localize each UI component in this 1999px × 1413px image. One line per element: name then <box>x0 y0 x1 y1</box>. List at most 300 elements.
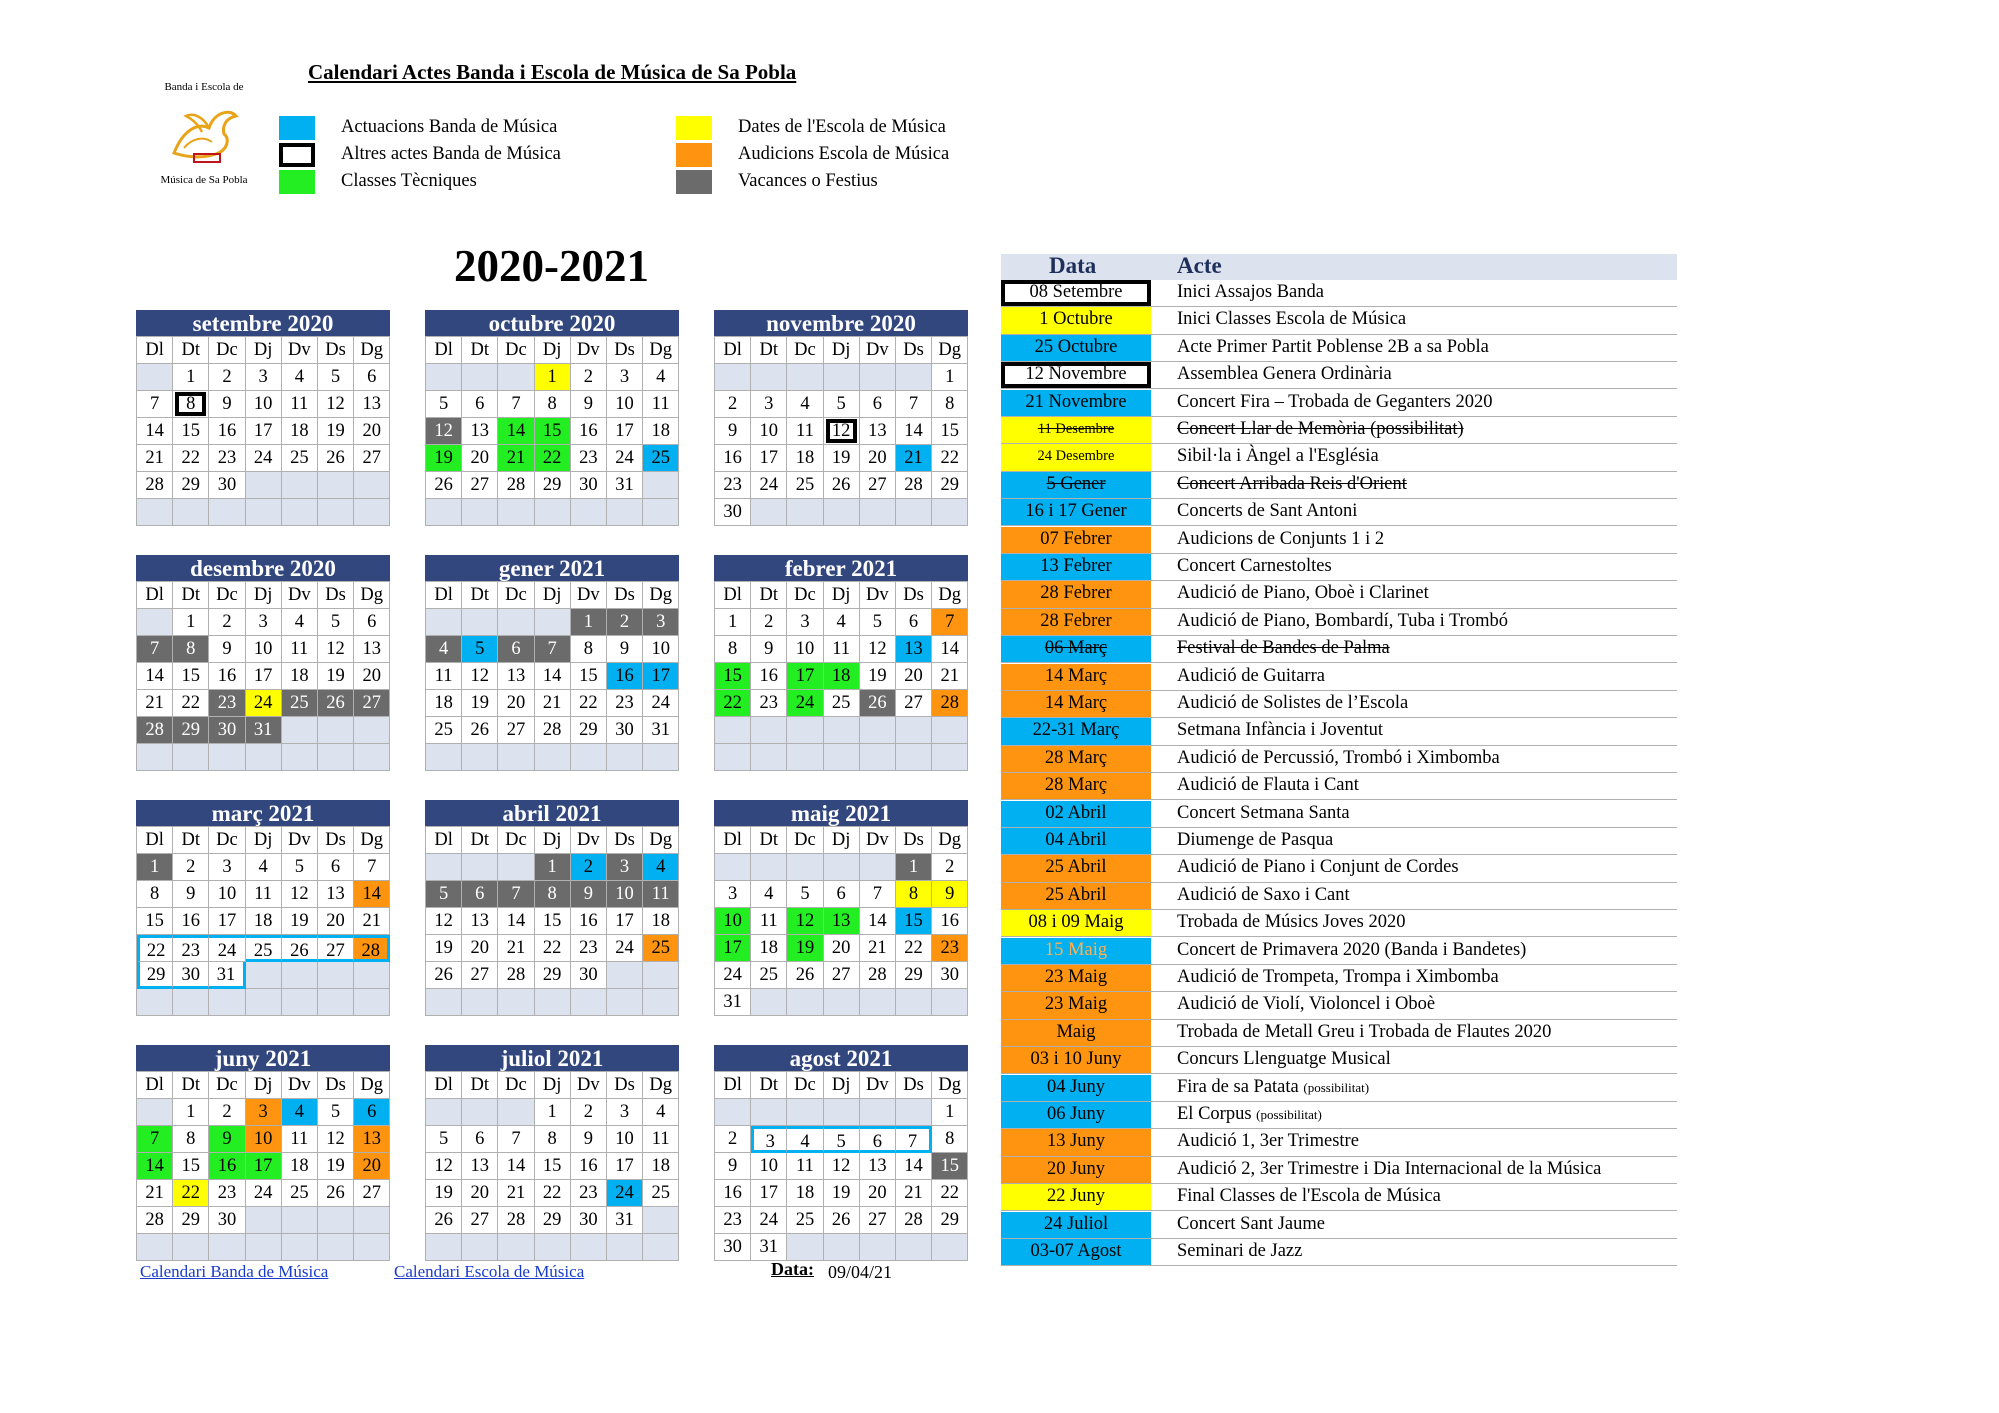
calendar-day[interactable]: 16 <box>173 908 209 935</box>
calendar-day[interactable]: 23 <box>209 690 245 717</box>
calendar-day[interactable]: 26 <box>426 1207 462 1234</box>
calendar-day[interactable]: 21 <box>896 445 932 472</box>
calendar-day[interactable]: 23 <box>571 1180 607 1207</box>
calendar-day[interactable]: 19 <box>426 1180 462 1207</box>
calendar-day[interactable]: 2 <box>751 609 787 636</box>
calendar-day[interactable]: 6 <box>462 391 498 418</box>
calendar-day[interactable]: 20 <box>318 908 354 935</box>
calendar-day[interactable]: 25 <box>643 935 679 962</box>
calendar-day[interactable]: 20 <box>354 663 390 690</box>
calendar-day[interactable]: 9 <box>173 881 209 908</box>
calendar-day[interactable]: 14 <box>932 636 968 663</box>
calendar-day[interactable]: 25 <box>282 690 318 717</box>
calendar-day[interactable]: 9 <box>571 391 607 418</box>
calendar-day[interactable]: 29 <box>173 1207 209 1234</box>
calendar-day[interactable]: 3 <box>246 609 282 636</box>
calendar-day[interactable]: 6 <box>860 1126 896 1153</box>
calendar-day[interactable]: 15 <box>715 663 751 690</box>
calendar-day[interactable]: 30 <box>932 962 968 989</box>
calendar-day[interactable]: 14 <box>137 418 173 445</box>
calendar-day[interactable]: 12 <box>824 418 860 445</box>
calendar-day[interactable]: 9 <box>932 881 968 908</box>
calendar-day[interactable]: 29 <box>932 472 968 499</box>
calendar-day[interactable]: 5 <box>318 609 354 636</box>
calendar-day[interactable]: 26 <box>282 935 318 962</box>
calendar-day[interactable]: 25 <box>824 690 860 717</box>
calendar-day[interactable]: 17 <box>607 418 643 445</box>
calendar-day[interactable]: 14 <box>137 1153 173 1180</box>
calendar-day[interactable]: 15 <box>137 908 173 935</box>
calendar-day[interactable]: 15 <box>535 908 571 935</box>
calendar-day[interactable]: 29 <box>932 1207 968 1234</box>
calendar-day[interactable]: 7 <box>932 609 968 636</box>
calendar-day[interactable]: 26 <box>824 472 860 499</box>
calendar-day[interactable]: 7 <box>498 881 534 908</box>
calendar-day[interactable]: 7 <box>498 391 534 418</box>
calendar-day[interactable]: 28 <box>137 717 173 744</box>
calendar-day[interactable]: 8 <box>173 1126 209 1153</box>
calendar-day[interactable]: 1 <box>932 1099 968 1126</box>
calendar-day[interactable]: 18 <box>282 1153 318 1180</box>
calendar-day[interactable]: 27 <box>354 690 390 717</box>
calendar-day[interactable]: 19 <box>426 935 462 962</box>
calendar-day[interactable]: 14 <box>137 663 173 690</box>
calendar-day[interactable]: 16 <box>751 663 787 690</box>
calendar-day[interactable]: 2 <box>607 609 643 636</box>
calendar-day[interactable]: 13 <box>354 1126 390 1153</box>
calendar-day[interactable]: 5 <box>426 391 462 418</box>
calendar-day[interactable]: 10 <box>715 908 751 935</box>
calendar-day[interactable]: 3 <box>246 364 282 391</box>
calendar-day[interactable]: 18 <box>643 1153 679 1180</box>
calendar-day[interactable]: 17 <box>246 1153 282 1180</box>
calendar-day[interactable]: 11 <box>282 1126 318 1153</box>
calendar-day[interactable]: 28 <box>137 472 173 499</box>
calendar-day[interactable]: 20 <box>462 1180 498 1207</box>
calendar-day[interactable]: 12 <box>282 881 318 908</box>
calendar-day[interactable]: 4 <box>787 1126 823 1153</box>
calendar-day[interactable]: 3 <box>246 1099 282 1126</box>
calendar-day[interactable]: 22 <box>932 445 968 472</box>
calendar-day[interactable]: 31 <box>751 1234 787 1261</box>
calendar-day[interactable]: 1 <box>173 364 209 391</box>
calendar-day[interactable]: 3 <box>715 881 751 908</box>
calendar-day[interactable]: 8 <box>173 636 209 663</box>
calendar-day[interactable]: 26 <box>426 472 462 499</box>
calendar-day[interactable]: 22 <box>137 935 173 962</box>
calendar-day[interactable]: 6 <box>860 391 896 418</box>
calendar-day[interactable]: 27 <box>498 717 534 744</box>
calendar-day[interactable]: 13 <box>860 1153 896 1180</box>
calendar-day[interactable]: 28 <box>896 1207 932 1234</box>
calendar-day[interactable]: 4 <box>246 854 282 881</box>
calendar-day[interactable]: 17 <box>643 663 679 690</box>
calendar-day[interactable]: 14 <box>896 1153 932 1180</box>
calendar-day[interactable]: 24 <box>643 690 679 717</box>
calendar-day[interactable]: 26 <box>824 1207 860 1234</box>
calendar-day[interactable]: 28 <box>137 1207 173 1234</box>
calendar-day[interactable]: 22 <box>932 1180 968 1207</box>
calendar-day[interactable]: 16 <box>715 445 751 472</box>
calendar-day[interactable]: 3 <box>209 854 245 881</box>
calendar-day[interactable]: 11 <box>643 391 679 418</box>
calendar-day[interactable]: 10 <box>209 881 245 908</box>
calendar-day[interactable]: 6 <box>354 609 390 636</box>
calendar-day[interactable]: 1 <box>173 609 209 636</box>
calendar-day[interactable]: 16 <box>571 908 607 935</box>
calendar-day[interactable]: 4 <box>643 854 679 881</box>
calendar-day[interactable]: 4 <box>282 364 318 391</box>
calendar-day[interactable]: 7 <box>354 854 390 881</box>
calendar-day[interactable]: 31 <box>643 717 679 744</box>
calendar-day[interactable]: 22 <box>173 445 209 472</box>
calendar-day[interactable]: 17 <box>751 445 787 472</box>
calendar-day[interactable]: 6 <box>824 881 860 908</box>
calendar-day[interactable]: 2 <box>209 364 245 391</box>
calendar-day[interactable]: 13 <box>498 663 534 690</box>
calendar-day[interactable]: 31 <box>209 962 245 989</box>
calendar-day[interactable]: 30 <box>571 962 607 989</box>
calendar-day[interactable]: 3 <box>751 391 787 418</box>
calendar-day[interactable]: 18 <box>246 908 282 935</box>
calendar-day[interactable]: 13 <box>860 418 896 445</box>
calendar-day[interactable]: 12 <box>426 418 462 445</box>
calendar-day[interactable]: 30 <box>209 472 245 499</box>
calendar-day[interactable]: 23 <box>571 445 607 472</box>
calendar-day[interactable]: 2 <box>932 854 968 881</box>
calendar-day[interactable]: 2 <box>715 1126 751 1153</box>
calendar-day[interactable]: 28 <box>896 472 932 499</box>
calendar-day[interactable]: 27 <box>824 962 860 989</box>
calendar-day[interactable]: 1 <box>535 364 571 391</box>
calendar-day[interactable]: 25 <box>787 472 823 499</box>
calendar-day[interactable]: 16 <box>571 1153 607 1180</box>
calendar-day[interactable]: 8 <box>571 636 607 663</box>
calendar-day[interactable]: 18 <box>751 935 787 962</box>
calendar-day[interactable]: 13 <box>462 418 498 445</box>
calendar-day[interactable]: 17 <box>607 908 643 935</box>
calendar-day[interactable]: 23 <box>932 935 968 962</box>
calendar-day[interactable]: 10 <box>787 636 823 663</box>
calendar-day[interactable]: 25 <box>643 1180 679 1207</box>
calendar-day[interactable]: 12 <box>824 1153 860 1180</box>
calendar-day[interactable]: 18 <box>643 908 679 935</box>
calendar-day[interactable]: 18 <box>824 663 860 690</box>
calendar-day[interactable]: 9 <box>571 881 607 908</box>
calendar-day[interactable]: 21 <box>498 1180 534 1207</box>
calendar-day[interactable]: 19 <box>462 690 498 717</box>
calendar-day[interactable]: 7 <box>535 636 571 663</box>
calendar-day[interactable]: 16 <box>607 663 643 690</box>
calendar-day[interactable]: 7 <box>896 1126 932 1153</box>
calendar-day[interactable]: 11 <box>282 636 318 663</box>
calendar-day[interactable]: 15 <box>173 418 209 445</box>
calendar-day[interactable]: 25 <box>282 1180 318 1207</box>
calendar-day[interactable]: 3 <box>607 854 643 881</box>
calendar-day[interactable]: 1 <box>137 854 173 881</box>
calendar-day[interactable]: 28 <box>354 935 390 962</box>
calendar-day[interactable]: 6 <box>462 1126 498 1153</box>
calendar-day[interactable]: 9 <box>715 1153 751 1180</box>
calendar-day[interactable]: 2 <box>571 364 607 391</box>
calendar-day[interactable]: 23 <box>209 445 245 472</box>
calendar-day[interactable]: 4 <box>282 609 318 636</box>
calendar-day[interactable]: 29 <box>173 472 209 499</box>
calendar-day[interactable]: 19 <box>860 663 896 690</box>
calendar-day[interactable]: 30 <box>607 717 643 744</box>
calendar-day[interactable]: 10 <box>607 1126 643 1153</box>
calendar-day[interactable]: 30 <box>209 1207 245 1234</box>
calendar-day[interactable]: 8 <box>535 881 571 908</box>
calendar-day[interactable]: 19 <box>282 908 318 935</box>
calendar-day[interactable]: 3 <box>751 1126 787 1153</box>
calendar-day[interactable]: 30 <box>571 472 607 499</box>
calendar-day[interactable]: 26 <box>787 962 823 989</box>
calendar-day[interactable]: 4 <box>426 636 462 663</box>
calendar-day[interactable]: 30 <box>715 499 751 526</box>
calendar-day[interactable]: 17 <box>787 663 823 690</box>
calendar-day[interactable]: 21 <box>498 935 534 962</box>
calendar-day[interactable]: 1 <box>535 1099 571 1126</box>
calendar-day[interactable]: 19 <box>318 418 354 445</box>
calendar-day[interactable]: 5 <box>282 854 318 881</box>
calendar-day[interactable]: 18 <box>643 418 679 445</box>
calendar-day[interactable]: 7 <box>137 391 173 418</box>
calendar-day[interactable]: 13 <box>824 908 860 935</box>
calendar-day[interactable]: 3 <box>607 364 643 391</box>
calendar-day[interactable]: 27 <box>354 1180 390 1207</box>
calendar-day[interactable]: 3 <box>643 609 679 636</box>
calendar-day[interactable]: 9 <box>209 1126 245 1153</box>
calendar-day[interactable]: 2 <box>715 391 751 418</box>
calendar-day[interactable]: 22 <box>173 690 209 717</box>
calendar-day[interactable]: 27 <box>462 472 498 499</box>
calendar-day[interactable]: 1 <box>896 854 932 881</box>
calendar-day[interactable]: 8 <box>535 391 571 418</box>
calendar-day[interactable]: 9 <box>209 391 245 418</box>
calendar-day[interactable]: 9 <box>571 1126 607 1153</box>
calendar-day[interactable]: 11 <box>246 881 282 908</box>
calendar-day[interactable]: 15 <box>932 1153 968 1180</box>
calendar-day[interactable]: 9 <box>209 636 245 663</box>
calendar-day[interactable]: 27 <box>354 445 390 472</box>
calendar-day[interactable]: 24 <box>246 690 282 717</box>
calendar-day[interactable]: 23 <box>751 690 787 717</box>
calendar-day[interactable]: 8 <box>896 881 932 908</box>
calendar-day[interactable]: 27 <box>318 935 354 962</box>
calendar-day[interactable]: 30 <box>209 717 245 744</box>
calendar-day[interactable]: 26 <box>318 445 354 472</box>
calendar-day[interactable]: 28 <box>498 1207 534 1234</box>
calendar-day[interactable]: 18 <box>282 663 318 690</box>
calendar-day[interactable]: 10 <box>643 636 679 663</box>
calendar-day[interactable]: 11 <box>643 881 679 908</box>
calendar-day[interactable]: 7 <box>860 881 896 908</box>
calendar-day[interactable]: 29 <box>571 717 607 744</box>
calendar-day[interactable]: 9 <box>751 636 787 663</box>
calendar-day[interactable]: 22 <box>535 1180 571 1207</box>
calendar-day[interactable]: 24 <box>715 962 751 989</box>
calendar-day[interactable]: 25 <box>643 445 679 472</box>
calendar-day[interactable]: 5 <box>860 609 896 636</box>
calendar-day[interactable]: 24 <box>607 445 643 472</box>
calendar-day[interactable]: 10 <box>607 391 643 418</box>
calendar-day[interactable]: 25 <box>426 717 462 744</box>
calendar-day[interactable]: 7 <box>498 1126 534 1153</box>
calendar-day[interactable]: 14 <box>498 418 534 445</box>
calendar-day[interactable]: 29 <box>535 962 571 989</box>
calendar-day[interactable]: 29 <box>137 962 173 989</box>
calendar-day[interactable]: 28 <box>498 472 534 499</box>
calendar-day[interactable]: 30 <box>173 962 209 989</box>
calendar-day[interactable]: 8 <box>137 881 173 908</box>
calendar-day[interactable]: 15 <box>535 418 571 445</box>
calendar-day[interactable]: 26 <box>318 690 354 717</box>
calendar-day[interactable]: 20 <box>860 1180 896 1207</box>
calendar-day[interactable]: 11 <box>824 636 860 663</box>
band-calendar-link[interactable] <box>140 1262 328 1282</box>
calendar-day[interactable]: 21 <box>896 1180 932 1207</box>
calendar-day[interactable]: 10 <box>246 636 282 663</box>
calendar-day[interactable]: 19 <box>824 1180 860 1207</box>
calendar-day[interactable]: 24 <box>787 690 823 717</box>
calendar-day[interactable]: 8 <box>173 391 209 418</box>
calendar-day[interactable]: 5 <box>824 1126 860 1153</box>
calendar-day[interactable]: 27 <box>896 690 932 717</box>
calendar-day[interactable]: 9 <box>715 418 751 445</box>
calendar-day[interactable]: 20 <box>354 1153 390 1180</box>
calendar-day[interactable]: 23 <box>607 690 643 717</box>
calendar-day[interactable]: 15 <box>173 1153 209 1180</box>
calendar-day[interactable]: 15 <box>896 908 932 935</box>
calendar-day[interactable]: 15 <box>173 663 209 690</box>
calendar-day[interactable]: 24 <box>209 935 245 962</box>
calendar-day[interactable]: 20 <box>896 663 932 690</box>
calendar-day[interactable]: 22 <box>715 690 751 717</box>
calendar-day[interactable]: 16 <box>932 908 968 935</box>
calendar-day[interactable]: 5 <box>318 364 354 391</box>
calendar-day[interactable]: 6 <box>462 881 498 908</box>
calendar-day[interactable]: 29 <box>535 472 571 499</box>
calendar-day[interactable]: 29 <box>535 1207 571 1234</box>
calendar-day[interactable]: 5 <box>824 391 860 418</box>
calendar-day[interactable]: 8 <box>932 1126 968 1153</box>
calendar-day[interactable]: 8 <box>535 1126 571 1153</box>
calendar-day[interactable]: 22 <box>173 1180 209 1207</box>
calendar-day[interactable]: 12 <box>426 1153 462 1180</box>
calendar-day[interactable]: 20 <box>824 935 860 962</box>
calendar-day[interactable]: 20 <box>354 418 390 445</box>
calendar-day[interactable]: 23 <box>715 472 751 499</box>
calendar-day[interactable]: 20 <box>462 935 498 962</box>
calendar-day[interactable]: 16 <box>209 1153 245 1180</box>
calendar-day[interactable]: 1 <box>932 364 968 391</box>
calendar-day[interactable]: 4 <box>787 391 823 418</box>
calendar-day[interactable]: 6 <box>896 609 932 636</box>
calendar-day[interactable]: 23 <box>715 1207 751 1234</box>
calendar-day[interactable]: 15 <box>535 1153 571 1180</box>
calendar-day[interactable]: 23 <box>209 1180 245 1207</box>
calendar-day[interactable]: 16 <box>209 663 245 690</box>
calendar-day[interactable]: 28 <box>932 690 968 717</box>
calendar-day[interactable]: 29 <box>896 962 932 989</box>
calendar-day[interactable]: 19 <box>824 445 860 472</box>
calendar-day[interactable]: 12 <box>318 636 354 663</box>
calendar-day[interactable]: 19 <box>787 935 823 962</box>
calendar-day[interactable]: 19 <box>318 663 354 690</box>
calendar-day[interactable]: 13 <box>354 636 390 663</box>
calendar-day[interactable]: 22 <box>571 690 607 717</box>
calendar-day[interactable]: 21 <box>137 445 173 472</box>
calendar-day[interactable]: 6 <box>354 364 390 391</box>
calendar-day[interactable]: 30 <box>715 1234 751 1261</box>
calendar-day[interactable]: 17 <box>246 663 282 690</box>
calendar-day[interactable]: 13 <box>462 1153 498 1180</box>
calendar-day[interactable]: 11 <box>751 908 787 935</box>
calendar-day[interactable]: 22 <box>896 935 932 962</box>
calendar-day[interactable]: 18 <box>282 418 318 445</box>
calendar-day[interactable]: 15 <box>932 418 968 445</box>
calendar-day[interactable]: 1 <box>571 609 607 636</box>
calendar-day[interactable]: 4 <box>751 881 787 908</box>
calendar-day[interactable]: 1 <box>173 1099 209 1126</box>
calendar-day[interactable]: 21 <box>535 690 571 717</box>
calendar-day[interactable]: 16 <box>571 418 607 445</box>
calendar-day[interactable]: 14 <box>498 1153 534 1180</box>
calendar-day[interactable]: 11 <box>643 1126 679 1153</box>
calendar-day[interactable]: 14 <box>896 418 932 445</box>
calendar-day[interactable]: 17 <box>246 418 282 445</box>
calendar-day[interactable]: 20 <box>498 690 534 717</box>
calendar-day[interactable]: 23 <box>571 935 607 962</box>
calendar-day[interactable]: 16 <box>209 418 245 445</box>
calendar-day[interactable]: 5 <box>426 881 462 908</box>
calendar-day[interactable]: 14 <box>860 908 896 935</box>
calendar-day[interactable]: 12 <box>787 908 823 935</box>
calendar-day[interactable]: 12 <box>318 391 354 418</box>
calendar-day[interactable]: 25 <box>787 1207 823 1234</box>
school-calendar-link-text[interactable]: Calendari Escola de Música <box>394 1262 585 1281</box>
calendar-day[interactable]: 24 <box>607 1180 643 1207</box>
calendar-day[interactable]: 8 <box>932 391 968 418</box>
calendar-day[interactable]: 2 <box>571 1099 607 1126</box>
calendar-day[interactable]: 2 <box>173 854 209 881</box>
calendar-day[interactable]: 11 <box>787 1153 823 1180</box>
calendar-day[interactable]: 24 <box>246 1180 282 1207</box>
calendar-day[interactable]: 7 <box>896 391 932 418</box>
calendar-day[interactable]: 13 <box>462 908 498 935</box>
calendar-day[interactable]: 11 <box>787 418 823 445</box>
calendar-day[interactable]: 20 <box>860 445 896 472</box>
calendar-day[interactable]: 4 <box>824 609 860 636</box>
calendar-day[interactable]: 10 <box>607 881 643 908</box>
calendar-day[interactable]: 14 <box>535 663 571 690</box>
calendar-day[interactable]: 15 <box>571 663 607 690</box>
calendar-day[interactable]: 30 <box>571 1207 607 1234</box>
calendar-day[interactable]: 21 <box>860 935 896 962</box>
calendar-day[interactable]: 23 <box>173 935 209 962</box>
calendar-day[interactable]: 31 <box>607 1207 643 1234</box>
calendar-day[interactable]: 19 <box>426 445 462 472</box>
calendar-day[interactable]: 17 <box>715 935 751 962</box>
calendar-day[interactable]: 2 <box>209 609 245 636</box>
calendar-day[interactable]: 21 <box>498 445 534 472</box>
calendar-day[interactable]: 4 <box>643 1099 679 1126</box>
calendar-day[interactable]: 8 <box>715 636 751 663</box>
calendar-day[interactable]: 7 <box>137 636 173 663</box>
calendar-day[interactable]: 26 <box>462 717 498 744</box>
calendar-day[interactable]: 27 <box>860 472 896 499</box>
